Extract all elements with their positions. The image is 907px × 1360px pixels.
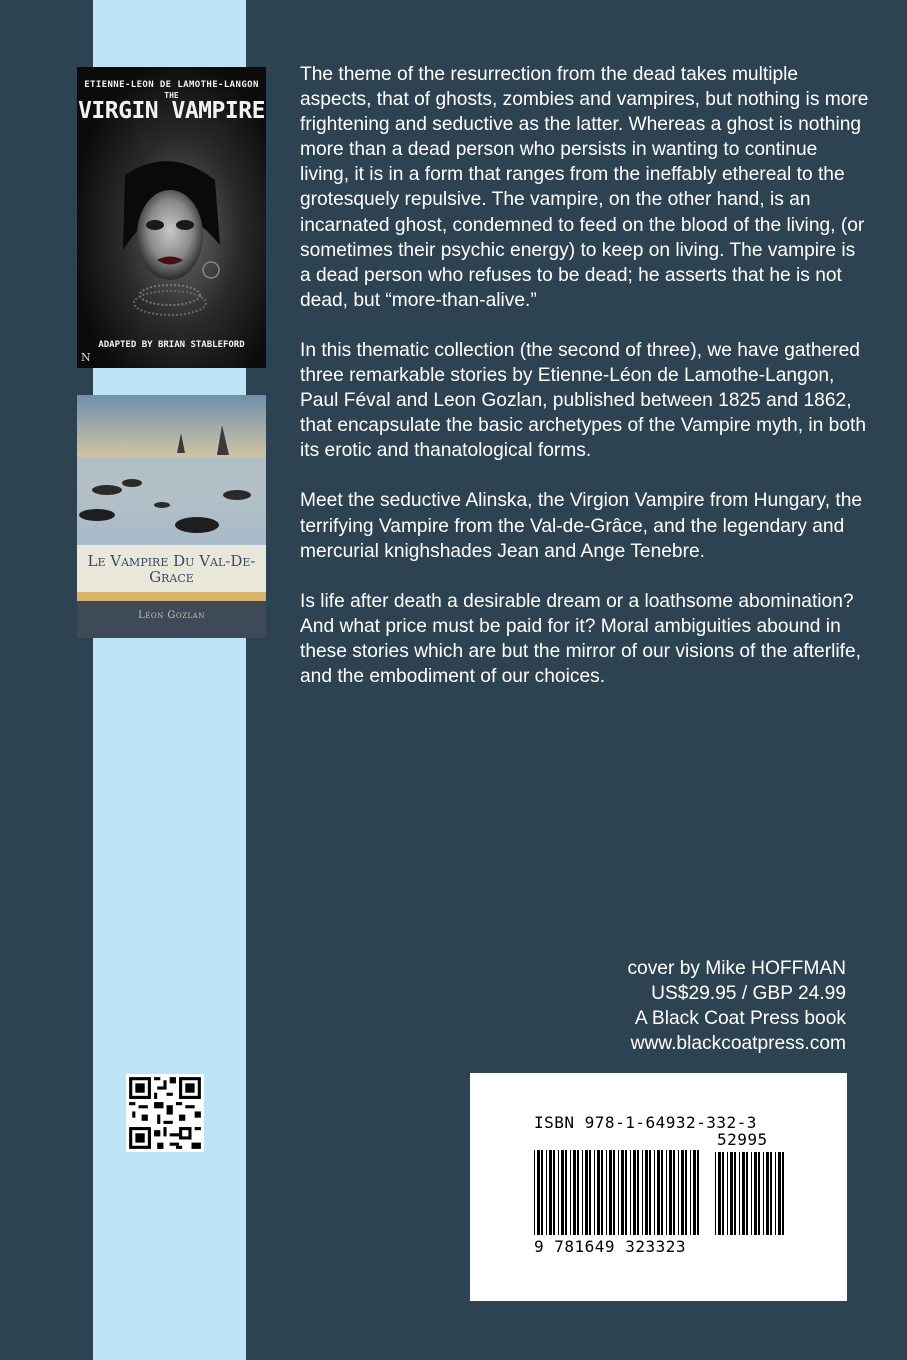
website: www.blackcoatpress.com (630, 1033, 846, 1055)
seascape-illustration (77, 395, 266, 545)
vampire-du-val-de-grace-cover (77, 395, 266, 638)
isbn-text: ISBN 978-1-64932-332-3 (534, 1113, 757, 1132)
barcode-bar (666, 1150, 667, 1235)
barcode-digits: 9 781649 323323 (534, 1237, 686, 1256)
barcode-bar (597, 1150, 600, 1235)
barcode-bar (589, 1150, 591, 1235)
barcode-bar (541, 1150, 543, 1235)
vampire-face-illustration (115, 155, 225, 320)
barcode-icon (534, 1130, 784, 1238)
price: US$29.95 / GBP 24.99 (651, 983, 846, 1005)
qr-code (126, 1074, 204, 1152)
barcode-bar (782, 1152, 784, 1235)
barcode-bar (618, 1150, 619, 1235)
barcode-bar (594, 1150, 595, 1235)
cover1-the: THE (164, 91, 179, 100)
barcode-bar (613, 1150, 615, 1235)
barcode-bar (766, 1152, 769, 1235)
barcode-bar (678, 1150, 679, 1235)
barcode-bar (546, 1150, 547, 1235)
cover2-title: Le Vampire Du Val-De-Grace (87, 552, 256, 586)
barcode-bar (754, 1152, 757, 1235)
barcode-bar (734, 1152, 736, 1235)
barcode-bar (625, 1150, 627, 1235)
barcode-bar (770, 1152, 772, 1235)
barcode-bar (715, 1152, 716, 1235)
cover1-author: ETIENNE-LEON DE LAMOTHE-LANGON (84, 80, 259, 90)
barcode-bar (558, 1150, 559, 1235)
barcode-bar (778, 1152, 781, 1235)
barcode-bar (565, 1150, 567, 1235)
barcode-bar (553, 1150, 555, 1235)
barcode-bar (654, 1150, 655, 1235)
virgin-vampire-cover (77, 67, 266, 368)
barcode-bar (690, 1150, 691, 1235)
barcode-bar (537, 1150, 540, 1235)
barcode-bar (697, 1150, 699, 1235)
barcode-bar (549, 1150, 552, 1235)
barcode-bar (673, 1150, 675, 1235)
barcode-bar (727, 1152, 728, 1235)
barcode-bar (751, 1152, 752, 1235)
barcode-bar (693, 1150, 696, 1235)
barcode-bar (642, 1150, 643, 1235)
barcode-bar (601, 1150, 603, 1235)
publisher-line: A Black Coat Press book (634, 1008, 846, 1030)
paragraph-3: Meet the seductive Alinska, the Virgion Vampire from Hungary, the terrifying Vampire from the Val-de-Grâce, and the legendary and mercurial knighshades Jean and Ange Tenebre. (300, 490, 863, 562)
barcode-bar (718, 1152, 721, 1235)
barcode-bar (746, 1152, 748, 1235)
barcode-bar (585, 1150, 588, 1235)
barcode-bar (669, 1150, 672, 1235)
barcode-bar (645, 1150, 648, 1235)
barcode-bar (633, 1150, 636, 1235)
price-code: 52995 (717, 1130, 768, 1149)
barcode-bar (730, 1152, 733, 1235)
cover1-title: VIRGIN VAMPIRE (78, 98, 265, 124)
barcode-bar (621, 1150, 624, 1235)
barcode-bar (739, 1152, 740, 1235)
isbn-barcode-box (470, 1073, 847, 1301)
description-text (300, 62, 870, 714)
barcode-bar (637, 1150, 639, 1235)
credits-block (627, 956, 846, 1056)
barcode-bar (742, 1152, 745, 1235)
barcode-bar (630, 1150, 631, 1235)
barcode-bar (609, 1150, 612, 1235)
cover1-adapted-by: ADAPTED BY BRIAN STABLEFORD (98, 340, 245, 350)
barcode-bar (681, 1150, 684, 1235)
barcode-bar (606, 1150, 607, 1235)
cover2-author: Léon Gozlan (77, 601, 266, 638)
barcode-bar (661, 1150, 663, 1235)
barcode-bar (758, 1152, 760, 1235)
barcode-bar (570, 1150, 571, 1235)
barcode-bar (582, 1150, 583, 1235)
barcode-bar (561, 1150, 564, 1235)
cover-credit: cover by Mike HOFFMAN (627, 958, 846, 979)
barcode-bar (775, 1152, 776, 1235)
barcode-bar (685, 1150, 687, 1235)
cover2-gold-band (77, 592, 266, 601)
barcode-bar (577, 1150, 579, 1235)
barcode-bar (649, 1150, 651, 1235)
paragraph-2: In this thematic collection (the second of three), we have gathered three remarkable stories by Etienne-Léon de Lamothe-Langon, Paul Féval and Leon Gozlan, published between 1825 and 1862, that encapsulate the basic archetypes of the Vampire myth, in both its erotic and thanatological forms. (300, 339, 867, 462)
publisher-logo: N (81, 351, 91, 364)
barcode-bar (573, 1150, 576, 1235)
paragraph-4: Is life after death a desirable dream or a loathsome abomination? And what price must be paid for it? Moral ambiguities abound in these stories which are but the mirror of our visions of the afterlife, and the embodiment of our choices. (300, 590, 861, 687)
barcode-bar (722, 1152, 724, 1235)
paragraph-1: The theme of the resurrection from the dead takes multiple aspects, that of ghosts, zombies and vampires, but nothing is more frightening and seductive as the latter. Whereas a ghost is nothing more than a dead person who persists in wanting to continue living, it is in a form that ranges from the ineffably ethereal to the grotesquely repulsive. The vampire, on the other hand, is an incarnated ghost, condemned to feed on the blood of the living, (or sometimes their psychic energy) to keep on living. The vampire is a dead person who refuses to be dead; he asserts that he is not dead, but “more-than-alive.” (300, 64, 869, 311)
barcode-bar (534, 1150, 535, 1235)
barcode-bar (763, 1152, 764, 1235)
barcode-bar (657, 1150, 660, 1235)
